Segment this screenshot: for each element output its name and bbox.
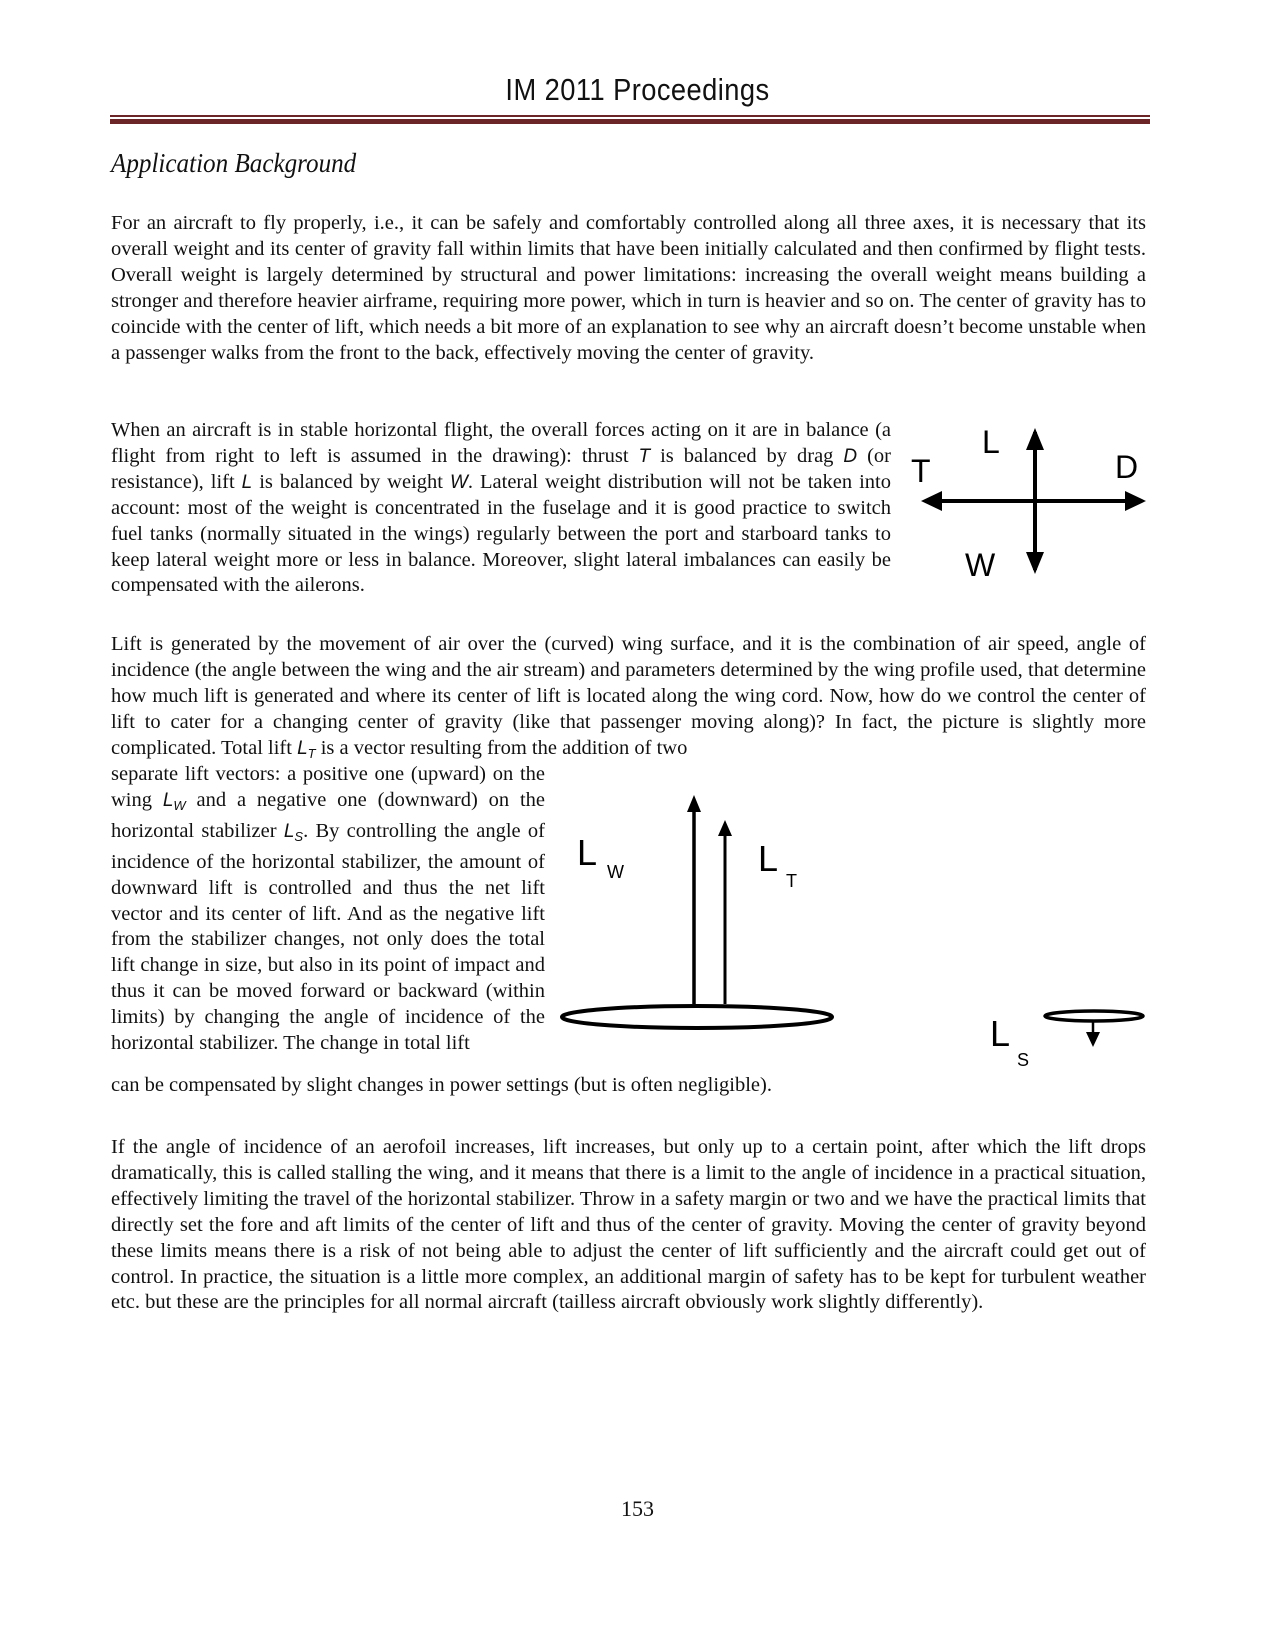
force-arrows [921,428,1146,574]
label-drag: D [1115,449,1139,485]
label-wing-lift-sub: W [607,862,624,882]
label-stabilizer-lift: L [990,1013,1011,1054]
var-total-lift: L [297,737,308,759]
stabilizer-ellipse [1045,1011,1143,1021]
section-heading: Application Background [111,148,357,178]
var-lift: L [241,471,253,493]
label-total-lift-sub: T [786,871,797,891]
text-run: . Lateral weight distribution will not be taken into account: most of the weight is concentrated in the fuselage and it is good practice to switch fuel tanks (normally situated in the wings) regularly between the port and starboard tanks to keep lateral weight more or less in balance. Moreover, slight lateral imbalances can easily be compensated with the ailerons. [111,470,891,597]
text-run: is a vector resulting from the addition of two [315,736,688,759]
text-run: is balanced by drag [650,444,844,467]
stabilizer-lift-arrow-icon [1086,1032,1100,1047]
paragraph-lift-conclusion: can be compensated by slight changes in power settings (but is often negligible). [111,1074,772,1096]
label-weight: W [965,547,996,583]
wing-lift-arrow-icon [687,795,701,812]
total-lift-arrow-icon [718,820,732,836]
subscript-w: W [173,797,186,813]
text-run: separate lift vectors: a positive one (upward) on the wing [111,763,545,811]
page-number: 153 [621,1496,654,1521]
var-stabilizer-lift: L [283,820,295,842]
label-thrust: T [911,453,931,489]
subscript-s: S [294,828,304,844]
var-drag: D [843,445,858,467]
text-run: is balanced by weight [252,470,450,493]
subscript-t: T [307,745,316,761]
lift-vector-diagram [562,795,1143,1047]
text-run: (or resistance), lift [111,444,891,493]
text-run: When an aircraft is in stable horizontal flight, the overall forces acting on it are in balance (a flight from right to left is assumed in the drawing): thrust [111,419,891,467]
text-run: Lift is generated by the movement of air over the (curved) wing surface, and it is the combination of air speed, angle of incidence (the angle between the wing and the air stream) and parameters determined by the wing profile used, that determine how much lift is generated and where its center of lift is located along the wing cord. Now, how do we control the center of lift to cater for a changing center of gravity (like that passenger moving along)? In fact, the picture is slightly more complicated. Total lift [111,633,1146,759]
label-lift: L [982,424,1000,460]
lift-arrow-icon [1026,428,1044,450]
text-run: . By controlling the angle of incidence of the horizontal stabilizer, the amount of downward lift is controlled and thus the net lift vector and its center of lift. And as the negative lift from the stabilizer changes, not only does the total lift change in size, but also in its point of impact and thus it can be moved forward or backward (within limits) by changing the angle of incidence of the horizontal stabilizer. The change in total lift [111,819,545,1055]
paragraph-stall-limits: If the angle of incidence of an aerofoil increases, lift increases, but only up to a certain point, after which the lift drops dramatically, this is called stalling the wing, and it means that there is a limit to the angle of incidence in a practical situation, effectively limiting the travel of the horizontal stabilizer. Throw in a safety margin or two and we have the practical limits that directly set the fore and aft limits of the center of lift and thus of the center of gravity. Moving the center of gravity beyond these limits means there is a risk of not being able to adjust the center of lift sufficiently and the aircraft could get out of control. In practice, the situation is a little more complex, an additional margin of safety has to be kept for turbulent weather etc. but these are the principles for all normal aircraft (tailless aircraft obviously work slightly differently). [111,1136,1146,1314]
label-stabilizer-lift-sub: S [1017,1050,1030,1070]
paragraph-weight-and-cog: For an aircraft to fly properly, i.e., it can be safely and comfortably controlled along all three axes, it is necessary that its overall weight and its center of gravity fall within limits that have been initially calculated and then confirmed by flight tests. Overall weight is largely determined by structural and power limitations: increasing the overall weight means building a stronger and therefore heavier airframe, requiring more power, which in turn is heavier and so on. The center of gravity has to coincide with the center of lift, which needs a bit more of an explanation to see why an aircraft doesn’t become unstable when a passenger walks from the front to the back, effectively moving the center of gravity. [111,212,1146,364]
wing-ellipse [562,1006,832,1028]
var-thrust: T [638,445,651,467]
var-weight: W [449,471,468,493]
var-wing-lift: L [162,789,174,811]
thrust-arrow-icon [921,491,942,511]
weight-arrow-icon [1026,552,1044,574]
label-total-lift: L [758,838,779,879]
text-run: and a negative one (downward) on the horizontal stabilizer [111,788,546,842]
running-header-title: IM 2011 Proceedings [505,72,770,107]
drag-arrow-icon [1125,491,1146,511]
label-wing-lift: L [577,832,598,873]
